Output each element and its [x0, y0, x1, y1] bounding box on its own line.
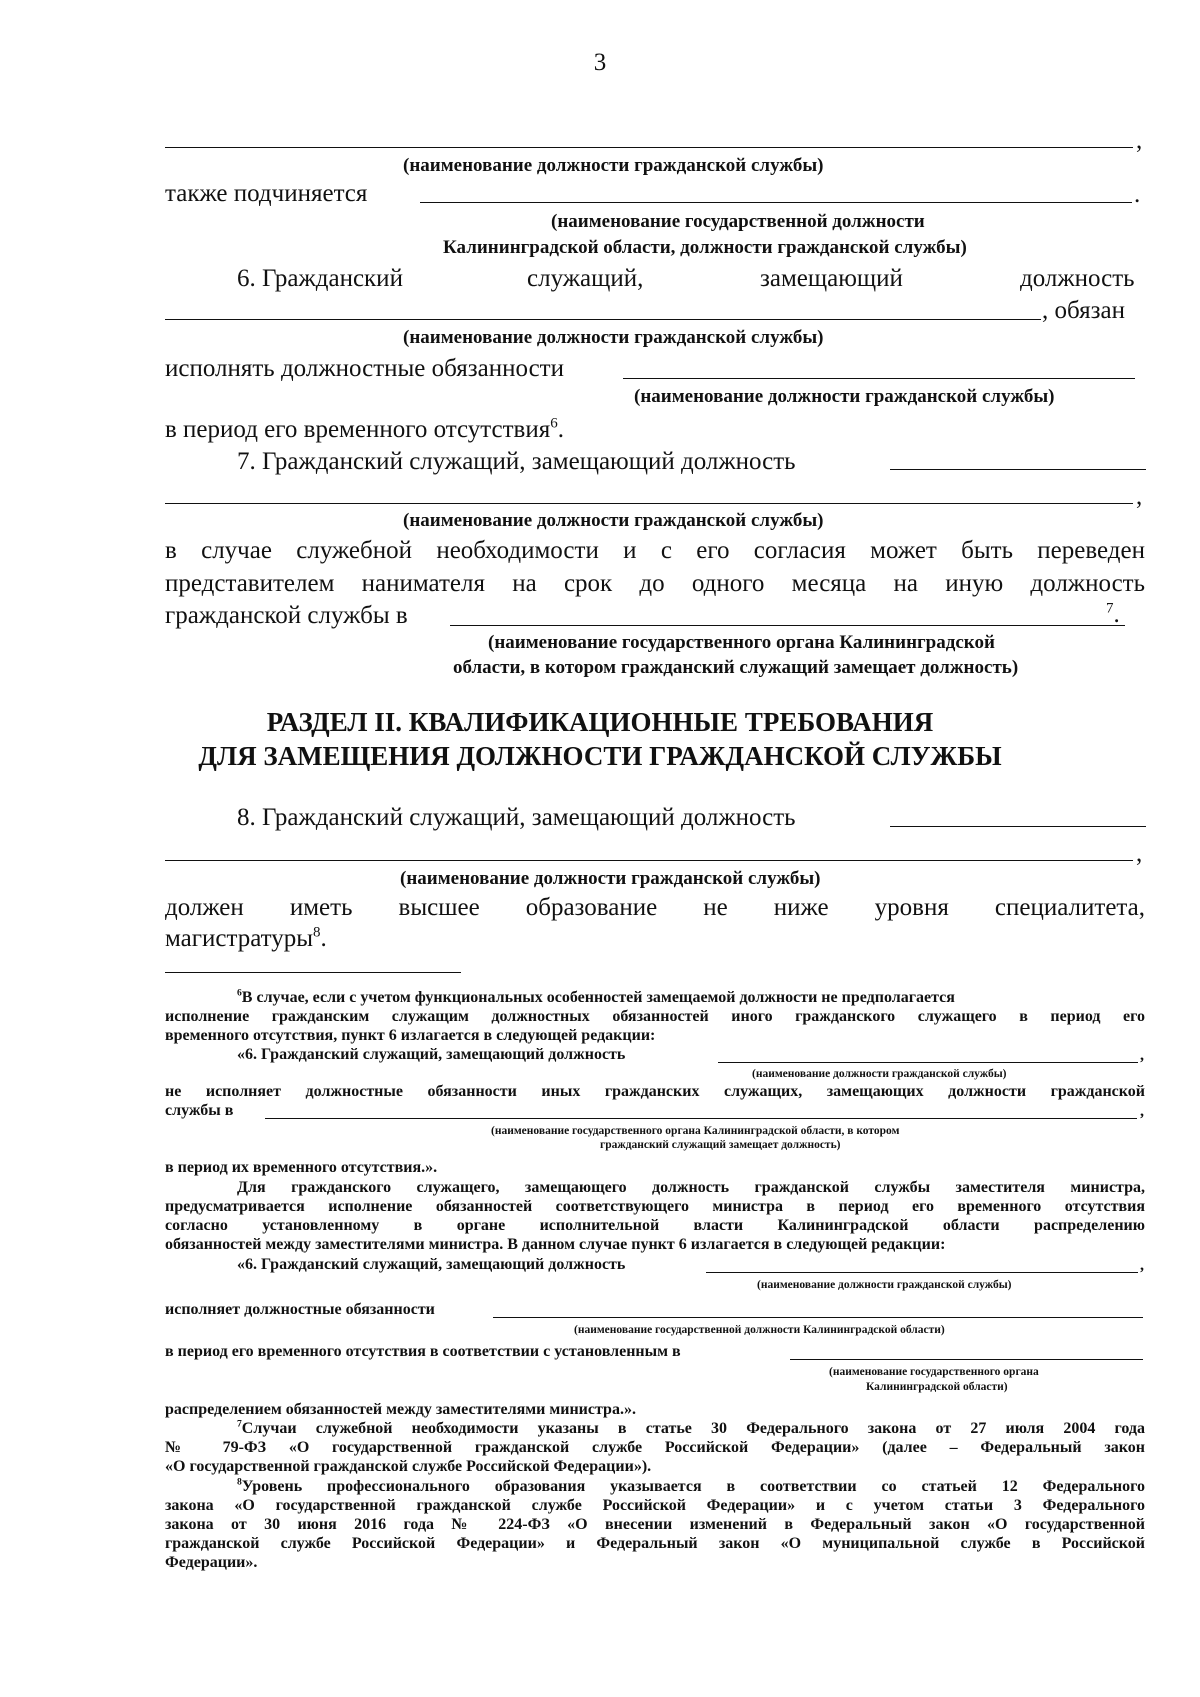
footnote-7-text: Случаи служебной необходимости указаны в статье 30 Федерального закона от 27 июля 2004 года: [241, 1420, 1145, 1437]
blank-line: [165, 503, 1133, 504]
p7-line-1: в случае служебной необходимости и с его согласия может быть переведен: [165, 537, 1145, 564]
footnote-6-quote-1: «6. Гражданский служащий, замещающий должность: [237, 1046, 626, 1063]
p6-word-3: замещающий: [760, 265, 903, 292]
footnote-ref-8[interactable]: 8: [313, 924, 321, 941]
blank-line: [890, 826, 1146, 827]
p6-word-2: служащий,: [527, 265, 644, 292]
p8-line-2: [165, 924, 327, 954]
p6-word-1: 6. Гражданский: [237, 265, 403, 292]
caption-civil-position: (наименование должности гражданской службы): [403, 327, 824, 348]
footnote-6-line-7: исполняет должностные обязанности: [165, 1301, 435, 1318]
footnote-6-p2-line-1: Для гражданского служащего, замещающего должность гражданской службы заместителя министра,: [237, 1179, 1145, 1196]
also-subordinate-label: также подчиняется: [165, 180, 368, 207]
blank-line: [265, 1118, 1137, 1119]
comma: ,: [1136, 483, 1143, 510]
footnote-8-line-3: закона от 30 июня 2016 года № 224-ФЗ «О внесении изменений в Федеральный закон «О государственной: [165, 1516, 1145, 1533]
footnote-ref-6[interactable]: 6: [550, 415, 558, 432]
p8-line-1: должен иметь высшее образование не ниже уровня специалитета,: [165, 894, 1145, 921]
footnote-6-marker: 6: [237, 987, 242, 999]
caption-state-position-1: (наименование государственной должности: [551, 211, 925, 232]
blank-line: [165, 860, 1133, 861]
footnote-6-line-9: распределением обязанностей между заместителями министра.».: [165, 1401, 636, 1418]
blank-line: [706, 1272, 1138, 1273]
p8-line-2-text: магистратуры: [165, 925, 314, 952]
p8-end: .: [320, 925, 327, 952]
footnote-caption: (наименование государственной должности Калининградской области): [574, 1324, 945, 1336]
comma: ,: [1136, 127, 1143, 154]
section-heading-line-2: ДЛЯ ЗАМЕЩЕНИЯ ДОЛЖНОСТИ ГРАЖДАНСКОЙ СЛУЖБЫ: [198, 741, 1002, 771]
footnote-separator: [165, 972, 461, 973]
footnote-caption: гражданский служащий замещает должность): [600, 1139, 841, 1151]
footnote-6-p2-line-2: предусматривается исполнение обязанностей соответствующего министра в период его временного отсутствия: [165, 1198, 1145, 1215]
footnote-6-text: В случае, если с учетом функциональных особенностей замещаемой должности не предполагается: [241, 989, 955, 1006]
blank-line: [493, 1317, 1143, 1318]
p7-end: [1106, 600, 1120, 630]
footnote-caption: (наименование должности гражданской службы): [752, 1068, 1007, 1080]
footnote-8-marker: 8: [237, 1476, 242, 1488]
p6-word-4: должность: [1020, 265, 1135, 292]
p7-period: .: [1113, 601, 1120, 628]
footnote-6-line-1: [237, 988, 955, 1007]
p7-line-3: гражданской службы в: [165, 602, 408, 629]
p6-end: .: [557, 416, 564, 443]
footnote-7-line-3: «О государственной гражданской службе Российской Федерации»).: [165, 1458, 652, 1475]
footnote-6-p2-line-3: согласно установленному в органе исполнительной власти Калининградской области распределению: [165, 1217, 1145, 1234]
footnote-6-line-2: исполнение гражданским служащим должностных обязанностей иного гражданского служащего в период его: [165, 1008, 1145, 1025]
comma: ,: [1140, 1047, 1144, 1064]
footnote-6-quote-2: «6. Гражданский служащий, замещающий должность: [237, 1256, 626, 1273]
section-heading-line-1: РАЗДЕЛ II. КВАЛИФИКАЦИОННЫЕ ТРЕБОВАНИЯ: [266, 707, 934, 737]
footnote-7-line-1: [237, 1419, 1145, 1438]
footnote-8-line-2: закона «О государственной гражданской службе Российской Федерации» и с учетом статьи 3 Федерального: [165, 1497, 1145, 1514]
footnote-8-line-5: Федерации».: [165, 1554, 258, 1571]
comma: ,: [1140, 1103, 1144, 1120]
page-number: 3: [593, 49, 607, 76]
footnote-8-line-1: [237, 1477, 1145, 1496]
footnote-caption: (наименование должности гражданской службы): [757, 1279, 1012, 1291]
caption-state-position-2: Калининградской области, должности гражданской службы): [443, 237, 967, 258]
caption-civil-position: (наименование должности гражданской службы): [403, 510, 824, 531]
p7-line-2: представителем нанимателя на срок до одного месяца на иную должность: [165, 570, 1145, 597]
footnote-7-marker: 7: [237, 1418, 242, 1430]
footnote-8-line-4: гражданской службе Российской Федерации» и Федеральный закон «О муниципальной службе в Российской: [165, 1535, 1145, 1552]
footnote-caption: (наименование государственного органа: [829, 1366, 1039, 1378]
caption-organ-2: области, в котором гражданский служащий замещает должность): [453, 657, 1019, 678]
p6-absence: [165, 415, 564, 445]
blank-line: [165, 147, 1133, 148]
comma: ,: [1136, 840, 1143, 867]
p6-perform: исполнять должностные обязанности: [165, 355, 564, 382]
caption-civil-position: (наименование должности гражданской службы): [400, 868, 821, 889]
blank-line: [420, 202, 1132, 203]
footnote-6-p2-line-4: обязанностей между заместителями министра. В данном случае пункт 6 излагается в следующей редакции:: [165, 1236, 946, 1253]
caption-organ-1: (наименование государственного органа Калининградской: [488, 632, 995, 653]
p6-absence-text: в период его временного отсутствия: [165, 416, 551, 443]
footnote-caption: (наименование государственного органа Калининградской области, в котором: [491, 1125, 900, 1137]
p7-lead: 7. Гражданский служащий, замещающий должность: [237, 448, 796, 475]
blank-line: [718, 1062, 1138, 1063]
footnote-7-line-2: № 79-ФЗ «О государственной гражданской службе Российской Федерации» (далее – Федеральный закон: [165, 1439, 1145, 1456]
p6-obliged: , обязан: [1042, 297, 1125, 324]
blank-line: [165, 319, 1041, 320]
blank-line: [623, 378, 1135, 379]
footnote-6-line-3: временного отсутствия, пункт 6 излагается в следующей редакции:: [165, 1027, 656, 1044]
footnote-6-line-6: в период их временного отсутствия.».: [165, 1159, 438, 1176]
blank-line: [790, 1359, 1143, 1360]
comma: ,: [1140, 1257, 1144, 1274]
footnote-8-text: Уровень профессионального образования указывается в соответствии со статьей 12 Федерального: [241, 1478, 1145, 1495]
footnote-6-line-5: службы в: [165, 1102, 234, 1119]
footnote-6-line-8: в период его временного отсутствия в соответствии с установленным в: [165, 1343, 681, 1360]
caption-civil-position: (наименование должности гражданской службы): [634, 386, 1055, 407]
caption-civil-position: (наименование должности гражданской службы): [403, 155, 824, 176]
period: .: [1134, 181, 1141, 208]
p8-lead: 8. Гражданский служащий, замещающий должность: [237, 804, 796, 831]
blank-line: [450, 625, 1125, 626]
footnote-caption: Калининградской области): [866, 1381, 1008, 1393]
footnote-ref-7[interactable]: 7: [1106, 600, 1114, 617]
blank-line: [890, 469, 1146, 470]
footnote-6-line-4: не исполняет должностные обязанности иных гражданских служащих, замещающих должности гражданской: [165, 1083, 1145, 1100]
